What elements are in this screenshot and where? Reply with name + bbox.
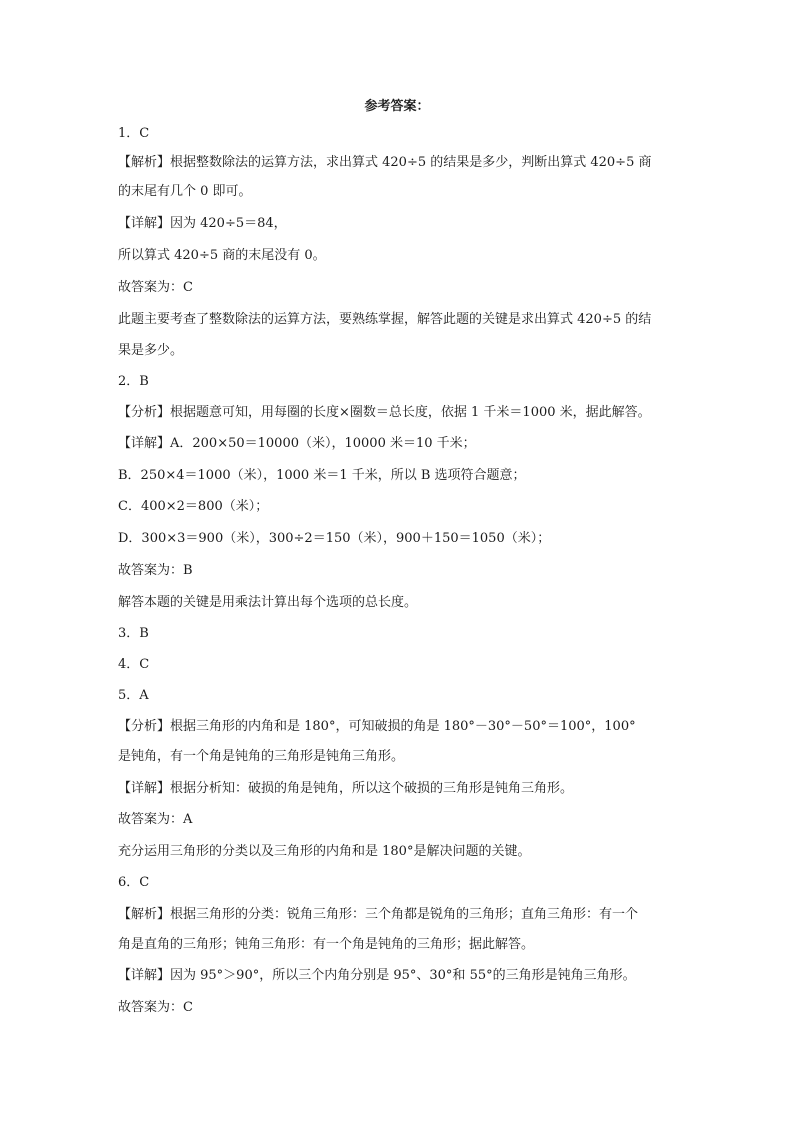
answer-5-comment: 充分运用三角形的分类以及三角形的内角和是 180°是解决问题的关键。: [118, 844, 531, 859]
answer-1-result: 故答案为：C: [118, 280, 193, 295]
answer-1-detail: 【详解】因为 420÷5＝84，: [118, 216, 287, 231]
answer-2-result: 故答案为：B: [118, 563, 193, 578]
answer-1-detail-conclusion: 所以算式 420÷5 商的末尾没有 0。: [118, 248, 326, 263]
answer-3-heading: 3．B: [118, 626, 149, 641]
answer-4-heading: 4．C: [118, 657, 150, 672]
answer-5-result: 故答案为：A: [118, 812, 193, 827]
page-title: 参考答案：: [364, 99, 430, 114]
answer-5-detail: 【详解】根据分析知：破损的角是钝角，所以这个破损的三角形是钝角三角形。: [118, 781, 574, 796]
answer-1-comment-line-2: 果是多少。: [118, 343, 184, 358]
answer-1-analysis-line-1: 【解析】根据整数除法的运算方法，求出算式 420÷5 的结果是多少，判断出算式 420÷5 商: [118, 155, 652, 170]
answer-2-analysis: 【分析】根据题意可知，用每圈的长度×圈数＝总长度，依据 1 千米＝1000 米，据此解答。: [118, 405, 651, 420]
answer-1-analysis-line-2: 的末尾有几个 0 即可。: [118, 184, 252, 199]
answer-1-comment-line-1: 此题主要考查了整数除法的运算方法，要熟练掌握，解答此题的关键是求出算式 420÷5 的结: [118, 312, 652, 327]
answer-6-result: 故答案为：C: [118, 1000, 193, 1015]
answer-2-heading: 2．B: [118, 374, 149, 389]
answer-2-comment: 解答本题的关键是用乘法计算出每个选项的总长度。: [118, 595, 418, 610]
answer-2-detail-c: C．400×2＝800（米）；: [118, 499, 269, 514]
answer-6-heading: 6．C: [118, 875, 150, 890]
answer-5-analysis-line-2: 是钝角，有一个角是钝角的三角形是钝角三角形。: [118, 749, 405, 764]
answer-6-analysis-line-2: 角是直角的三角形；钝角三角形：有一个角是钝角的三角形；据此解答。: [118, 937, 535, 952]
answer-5-analysis-line-1: 【分析】根据三角形的内角和是 180°，可知破损的角是 180°－30°－50°＝100°，100°: [118, 719, 636, 734]
answer-6-detail: 【详解】因为 95°＞90°，所以三个内角分别是 95°、30°和 55°的三角形是钝角三角形。: [118, 968, 636, 983]
answer-2-detail-b: B．250×4＝1000（米），1000 米＝1 千米，所以 B 选项符合题意；: [118, 468, 526, 483]
answer-6-analysis-line-1: 【解析】根据三角形的分类：锐角三角形：三个角都是锐角的三角形；直角三角形：有一个: [118, 907, 639, 922]
answer-2-detail-a: 【详解】A．200×50＝10000（米），10000 米＝10 千米；: [118, 436, 476, 451]
answer-5-heading: 5．A: [118, 688, 149, 703]
answer-2-detail-d: D．300×3＝900（米），300÷2＝150（米），900＋150＝1050（米）；: [118, 531, 551, 546]
answer-1-heading: 1．C: [118, 126, 150, 141]
